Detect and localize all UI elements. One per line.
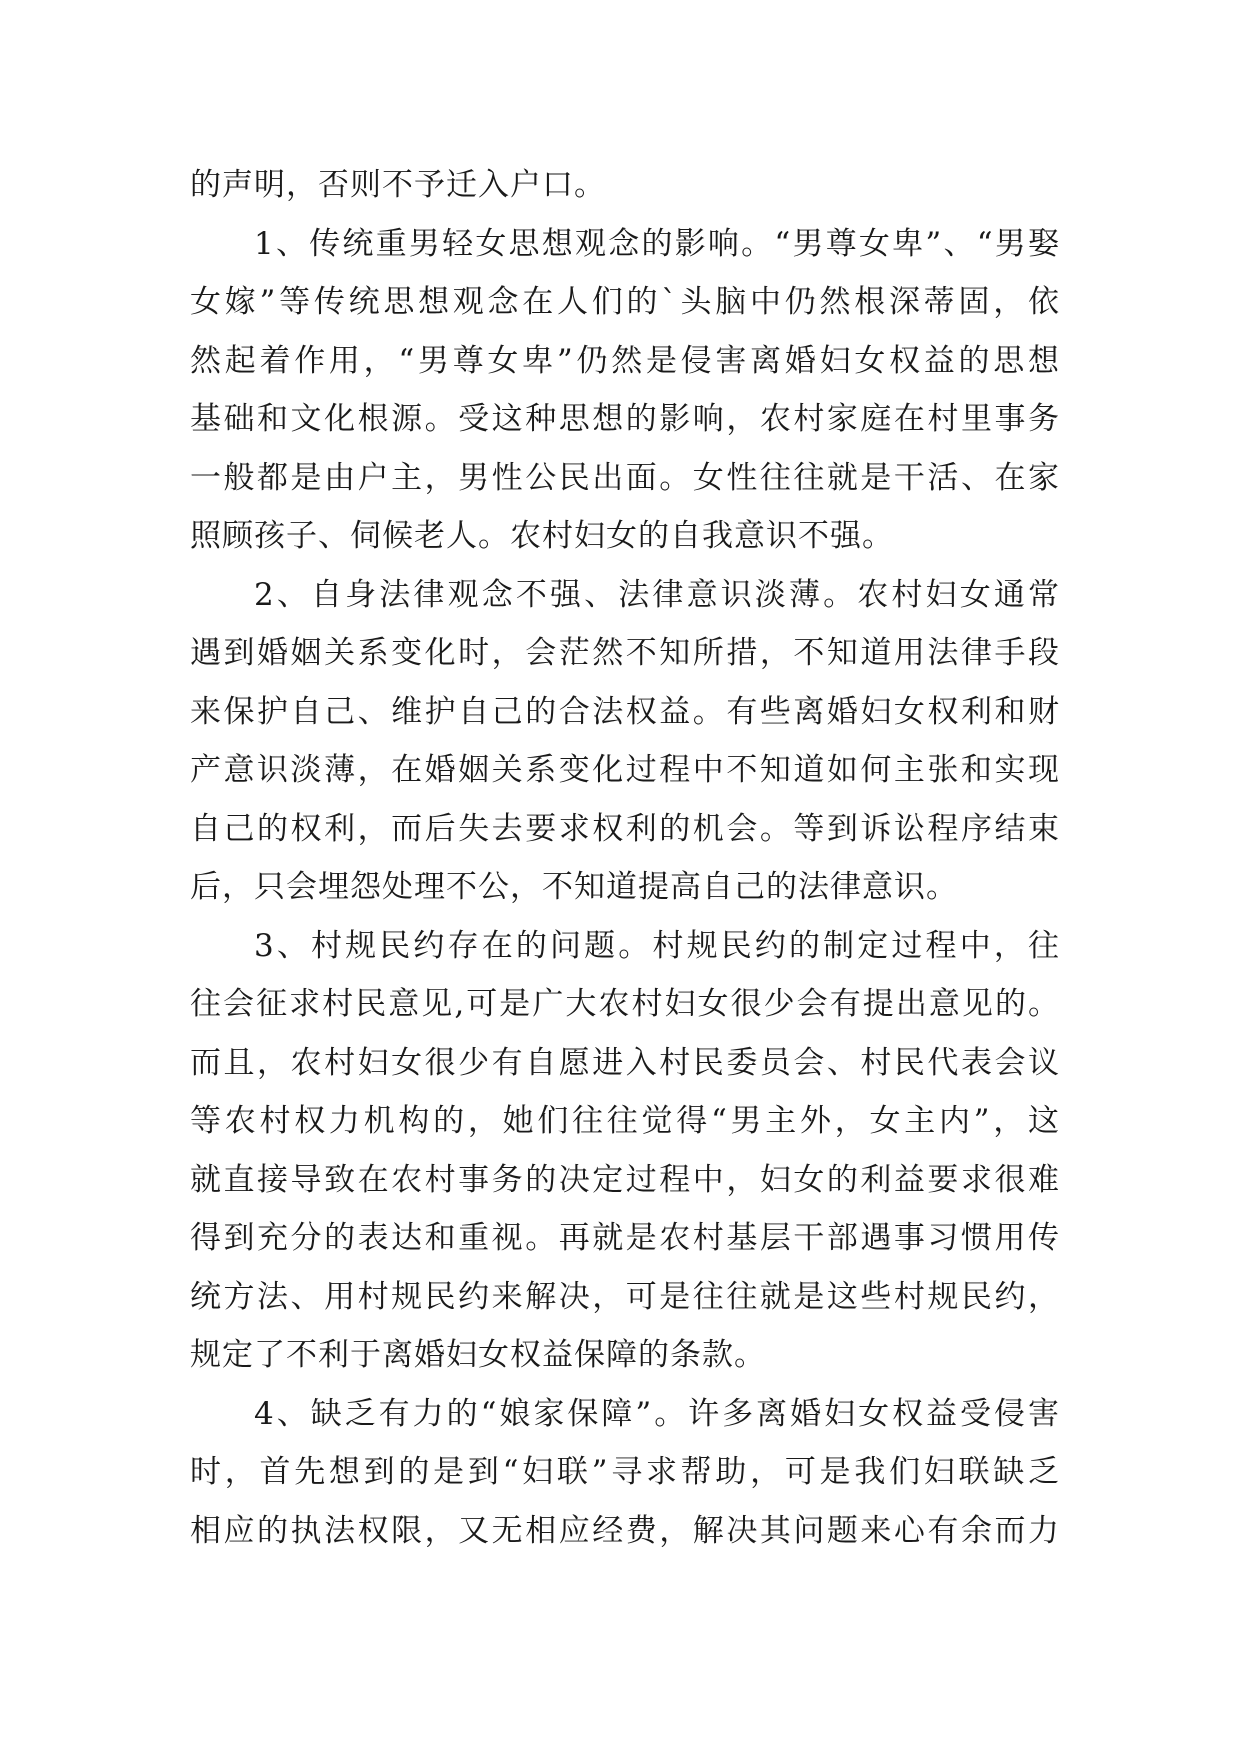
text-line: 照顾孩子、伺候老人。农村妇女的自我意识不强。 [190, 518, 894, 554]
text-line: 一般都是由户主，男性公民出面。女性往往就是干活、在家 [190, 459, 1060, 496]
text-line: 产意识淡薄，在婚姻关系变化过程中不知道如何主张和实现 [190, 752, 1060, 788]
text-line: 来保护自己、维护自己的合法权益。有些离婚妇女权利和财 [190, 693, 1060, 730]
text-line: 等农村权力机构的，她们往往觉得“男主外，女主内”，这 [190, 1103, 1060, 1139]
body-text [190, 156, 1060, 1560]
paragraph-first-line: 4、缺乏有力的“娘家保障”。许多离婚妇女权益受侵害 [254, 1395, 1060, 1432]
text-line: 遇到婚姻关系变化时，会茫然不知所措，不知道用法律手段 [190, 635, 1060, 671]
paragraph-first-line: 3、村规民约存在的问题。村规民约的制定过程中，往 [254, 927, 1060, 964]
text-line: 后，只会埋怨处理不公，不知道提高自己的法律意识。 [190, 869, 958, 905]
text-line: 的声明，否则不予迁入户口。 [190, 167, 606, 203]
text-line: 往会征求村民意见,可是广大农村妇女很少会有提出意见的。 [190, 986, 1060, 1022]
text-line: 自己的权利，而后失去要求权利的机会。等到诉讼程序结束 [190, 810, 1060, 847]
text-line: 得到充分的表达和重视。再就是农村基层干部遇事习惯用传 [190, 1220, 1060, 1256]
text-line: 然起着作用，“男尊女卑”仍然是侵害离婚妇女权益的思想 [190, 342, 1060, 379]
text-line: 就直接导致在农村事务的决定过程中，妇女的利益要求很难 [190, 1161, 1060, 1198]
paragraph-first-line: 1、传统重男轻女思想观念的影响。“男尊女卑”、“男娶 [254, 225, 1060, 262]
paragraph-first-line: 2、自身法律观念不强、法律意识淡薄。农村妇女通常 [254, 576, 1060, 613]
text-line: 基础和文化根源。受这种思想的影响，农村家庭在村里事务 [190, 401, 1060, 437]
text-line: 规定了不利于离婚妇女权益保障的条款。 [190, 1337, 766, 1373]
text-line: 统方法、用村规民约来解决，可是往往就是这些村规民约， [190, 1278, 1060, 1315]
text-line: 而且，农村妇女很少有自愿进入村民委员会、村民代表会议 [190, 1044, 1060, 1081]
text-line: 时，首先想到的是到“妇联”寻求帮助，可是我们妇联缺乏 [190, 1454, 1060, 1490]
text-line: 相应的执法权限，又无相应经费，解决其问题来心有余而力 [190, 1512, 1060, 1549]
text-line: 女嫁”等传统思想观念在人们的`头脑中仍然根深蒂固，依 [190, 284, 1060, 320]
